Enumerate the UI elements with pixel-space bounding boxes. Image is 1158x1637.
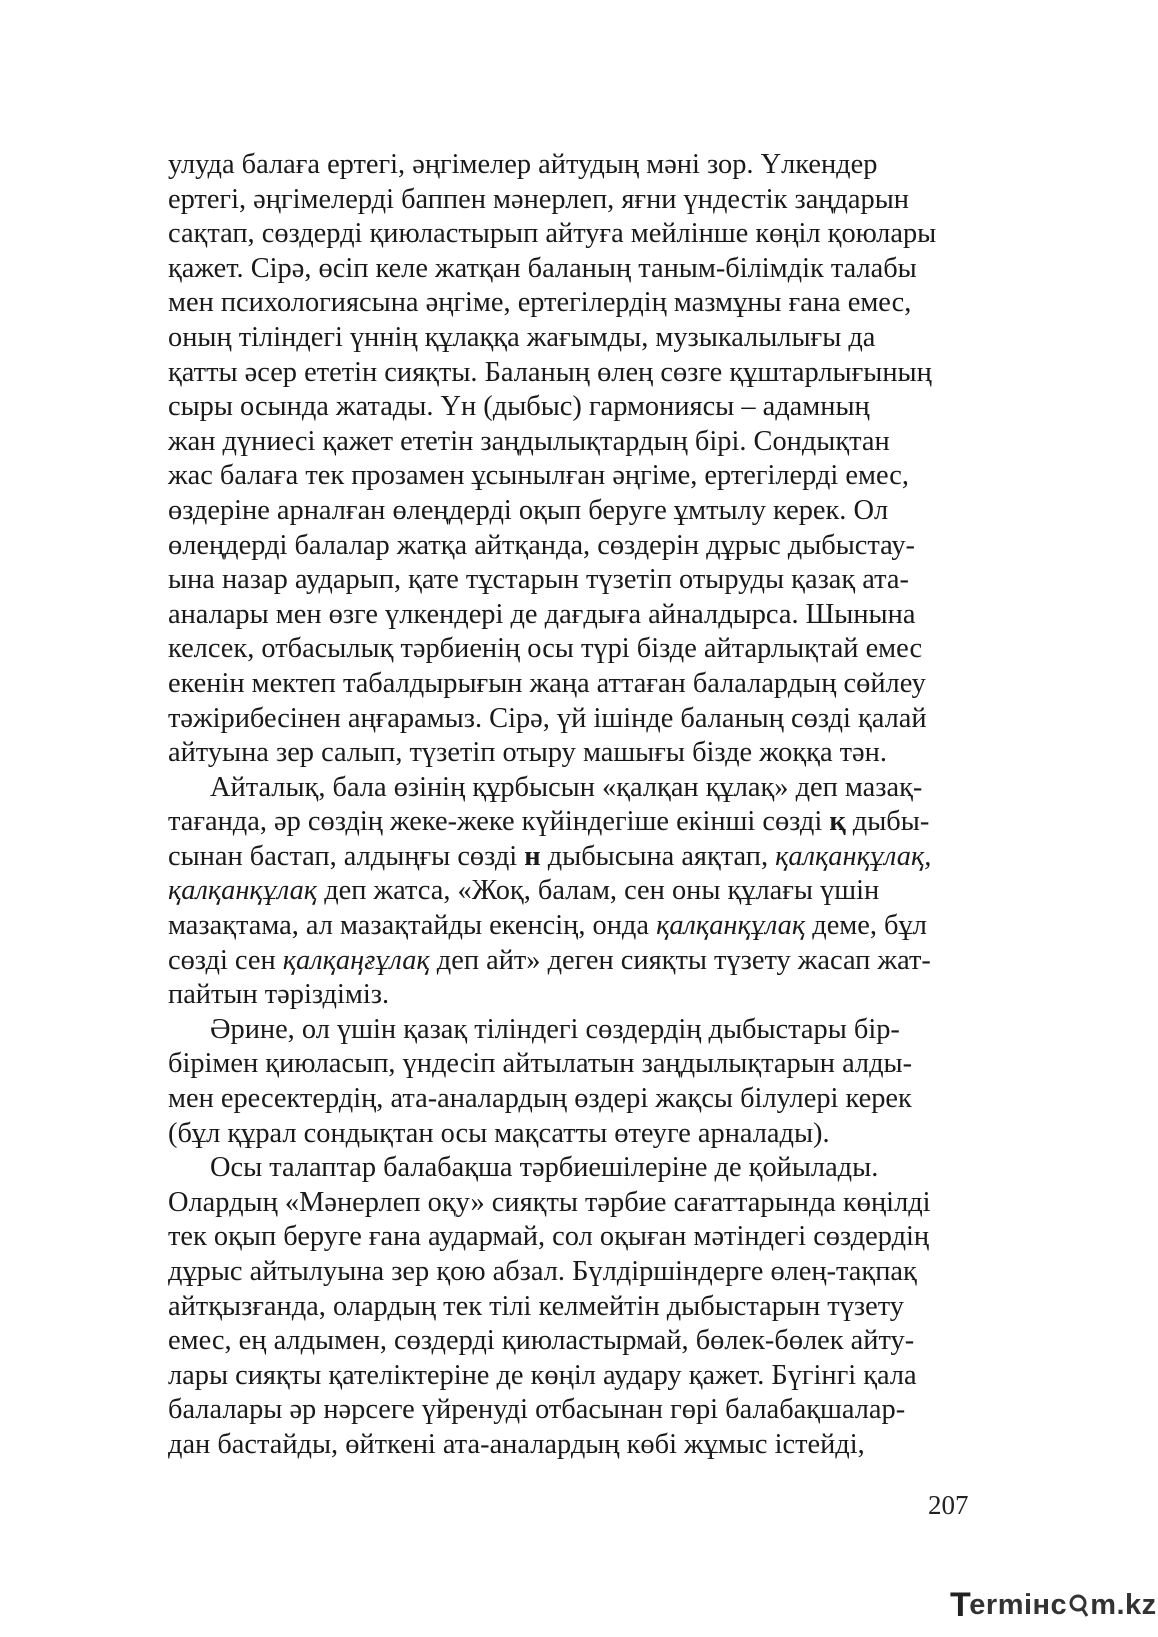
text-line: өлеңдерді балалар жатқа айтқанда, сөздерін дұрыс дыбыстау- [168, 529, 915, 561]
page-number: 207 [928, 1490, 969, 1520]
line-part: сынан бастап, алдыңғы сөзді [168, 840, 525, 872]
paragraph-3 [168, 1013, 980, 1151]
text-line: тәжірибесінен аңғарамыз. Сірә, үй ішінде баланың сөзді қалай [168, 702, 927, 734]
text-line: сақтап, сөздерді қиюластырып айтуға мейлінше көңіл қоюлары [168, 218, 937, 250]
text-line: мен ересектердің, ата-аналардың өздері жақсы білулері керек [168, 1083, 912, 1115]
watermark-logo [950, 1586, 1157, 1625]
text-line: айтуына зер салып, түзетіп отыру машығы бізде жоққа тән. [168, 737, 887, 769]
text-line: қажет. Сірә, өсіп келе жатқан баланың таным-білімдік талабы [168, 252, 917, 284]
text-line: мен психологиясына әңгіме, ертегілердің мазмұны ғана емес, [168, 287, 912, 319]
paragraph-4 [168, 1151, 980, 1462]
text-line: келсек, отбасылық тәрбиенің осы түрі бізде айтарлықтай емес [168, 633, 923, 665]
text-line: өздеріне арналған өлеңдерді оқып беруге ұмтылу керек. Ол [168, 494, 889, 526]
paragraph-1 [168, 148, 980, 771]
line-part: деп айт» деген сияқты түзету жасап жат- [429, 944, 931, 976]
line-part: тағанда, әр сөздің жеке-жеке күйіндегіше екінші сөзді [168, 806, 830, 838]
text-line: сыры осында жатады. Үн (дыбыс) гармониясы – адамның [168, 391, 870, 423]
italic-word: қалқанқұлақ [168, 875, 318, 907]
magnifier-icon [1068, 1593, 1090, 1619]
text-line: Әрине, ол үшін қазақ тіліндегі сөздердің дыбыстары бір- [210, 1013, 900, 1045]
text-line: қатты әсер ететін сияқты. Баланың өлең сөзге құштарлығының [168, 356, 932, 388]
text-line: ертегі, әңгімелерді баппен мәнерлеп, яғни үндестік заңдарын [168, 183, 909, 215]
watermark-domain: m.kz [1090, 1589, 1157, 1621]
bold-letter: н [524, 840, 541, 872]
text-line: екенін мектеп табалдырығын жаңа аттаған балалардың сөйлеу [168, 667, 926, 699]
line-part: дыбысына аяқтап, [540, 840, 776, 872]
line: пайтын тәріздіміз. [168, 979, 390, 1011]
text-line: аналары мен өзге үлкендері де дағдыға айналдырса. Шынына [168, 598, 916, 630]
text-line: Осы талаптар балабақша тәрбиешілеріне де қойылады. [210, 1152, 879, 1184]
line: Айталық, бала өзінің құрбысын «қалқан құлақ» деп мазақ- [210, 771, 923, 803]
paragraph-2 [168, 771, 980, 1013]
line-part: дыбы- [845, 806, 930, 838]
text-line: ына назар аударып, қате тұстарын түзетіп отыруды қазақ ата- [168, 564, 909, 596]
text-line: емес, ең алдымен, сөздерді қиюластырмай, бөлек-бөлек айту- [168, 1325, 915, 1357]
text-line: Олардың «Мәнерлеп оқу» сияқты тәрбие сағаттарында көңілді [168, 1186, 931, 1218]
text-line: дан бастайды, өйткені ата-аналардың көбі жұмыс істейді, [168, 1428, 865, 1460]
text-line: тек оқып беруге ғана аудармай, сол оқыған мәтіндегі сөздердің [168, 1221, 930, 1253]
text-line: оның тіліндегі үннің құлаққа жағымды, музыкалылығы да [168, 321, 876, 353]
italic-word: қалқанқұлақ, [775, 840, 932, 872]
text-line: лары сияқты қателіктеріне де көңіл аудару қажет. Бүгінгі қала [168, 1359, 917, 1391]
line-part: деме, бұл [805, 910, 927, 942]
bold-letter: қ [829, 806, 846, 838]
italic-word: қалқанқұлақ [656, 910, 806, 942]
text-line: улуда балаға ертегі, әңгімелер айтудың мәні зор. Үлкендер [168, 149, 878, 180]
text-line: балалары әр нәрсеге үйренуді отбасынан гөрі балабақшалар- [168, 1394, 906, 1426]
text-line: жан дүниесі қажет ететін заңдылықтардың бірі. Сондықтан [168, 425, 890, 457]
text-line: айтқызғанда, олардың тек тілі келмейтін дыбыстарын түзету [168, 1290, 904, 1322]
watermark-t: T [950, 1586, 972, 1624]
page-body [168, 148, 980, 1463]
text-line: жас балаға тек прозамен ұсынылған әңгіме, ертегілерді емес, [168, 460, 909, 492]
text-line: (бұл құрал сондықтан осы мақсатты өтеуге арналады). [168, 1117, 830, 1149]
watermark-text: ermінс [969, 1589, 1068, 1621]
line-part: сөзді сен [168, 944, 283, 976]
text-line: дұрыс айтылуына зер қою абзал. Бүлдіршіндерге өлең-тақпақ [168, 1256, 917, 1287]
line-part: мазақтама, ал мазақтайды екенсің, онда [168, 910, 657, 942]
text-line: бірімен қиюласып, үндесіп айтылатын заңдылықтарын алды- [168, 1048, 913, 1080]
line-part: деп жатса, «Жоқ, балам, сен оны құлағы үшін [317, 875, 880, 907]
italic-word: қалқаңғұлақ [282, 944, 430, 976]
